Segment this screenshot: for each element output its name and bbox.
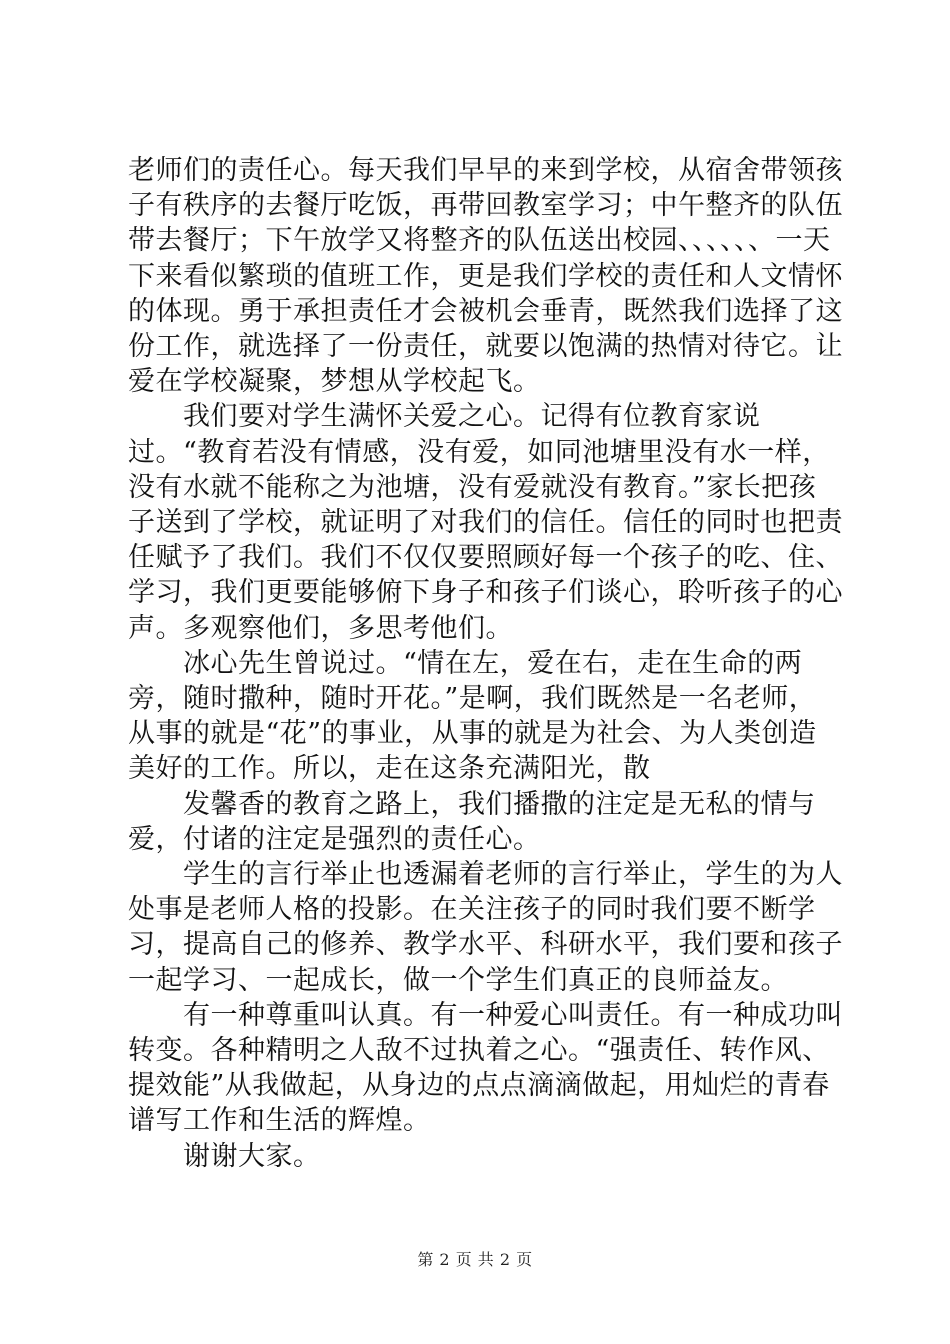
paragraph-continuation: 老师们的责任心。每天我们早早的来到学校，从宿舍带领孩子有秩序的去餐厅吃饭，再带回教室学习；中午整齐的队伍带去餐厅；下午放学又将整齐的队伍送出校园、、、、、、一天下来看似繁琐的值班工作，更是我们学校的责任和人文情怀的体现。勇于承担责任才会被机会垂青，既然我们选择了这份工作，就选择了一份责任，就要以饱满的热情对待它。让爱在学校凝聚，梦想从学校起飞。 (128, 155, 843, 398)
paragraph: 我们要对学生满怀关爱之心。记得有位教育家说过。“教育若没有情感，没有爱，如同池塘里没有水一样，没有水就不能称之为池塘，没有爱就没有教育。”家长把孩子送到了学校，就证明了对我们的信任。信任的同时也把责任赋予了我们。我们不仅仅要照顾好每一个孩子的吃、住、学习，我们更要能够俯下身子和孩子们谈心，聆听孩子的心声。多观察他们，多思考他们。 (128, 401, 843, 644)
closing-line: 谢谢大家。 (183, 1140, 321, 1172)
paragraph: 有一种尊重叫认真。有一种爱心叫责任。有一种成功叫转变。各种精明之人敌不过执着之心。“强责任、转作风、提效能”从我做起，从身边的点点滴滴做起，用灿烂的青春谱写工作和生活的辉煌。 (128, 999, 843, 1137)
paragraph: 发馨香的教育之路上，我们播撒的注定是无私的情与爱，付诸的注定是强烈的责任心。 (128, 788, 816, 855)
page-number-footer: 第 2 页 共 2 页 (417, 1250, 533, 1269)
document-body (128, 153, 843, 1174)
paragraph: 学生的言行举止也透漏着老师的言行举止，学生的为人处事是老师人格的投影。在关注孩子的同时我们要不断学习，提高自己的修养、教学水平、科研水平，我们要和孩子一起学习、一起成长，做一个学生们真正的良师益友。 (128, 859, 843, 996)
paragraph: 冰心先生曾说过。“情在左，爱在右，走在生命的两旁，随时撒种，随时开花。”是啊，我们既然是一名老师，从事的就是“花”的事业，从事的就是为社会、为人类创造美好的工作。所以，走在这条充满阳光，散 (128, 647, 817, 785)
